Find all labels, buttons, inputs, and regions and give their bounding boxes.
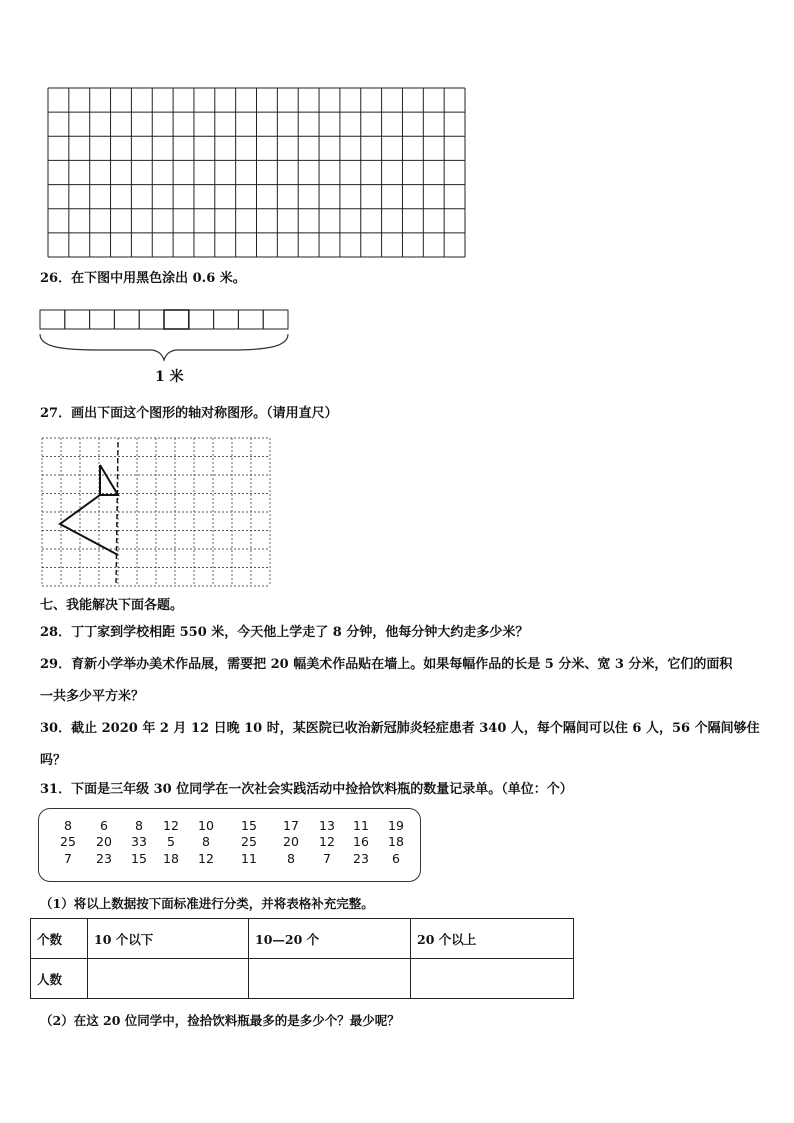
answer-cell[interactable] xyxy=(88,959,249,999)
data-value: 23 xyxy=(96,851,112,866)
question-31-sub1: （1）将以上数据按下面标准进行分类，并将表格补充完整。 xyxy=(40,896,374,911)
strip-cell xyxy=(139,310,164,329)
data-value: 20 xyxy=(283,834,299,849)
data-value: 11 xyxy=(241,851,257,866)
data-value: 33 xyxy=(131,834,147,849)
data-value: 8 xyxy=(64,818,72,833)
data-value: 25 xyxy=(241,834,257,849)
strip-cell xyxy=(114,310,139,329)
square-grid xyxy=(47,87,467,259)
data-value: 13 xyxy=(319,818,335,833)
question-30-line1: 30．截止 2020 年 2 月 12 日晚 10 时，某医院已收治新冠肺炎轻症患者 340 人，每个隔间可以住 6 人，56 个隔间够住 xyxy=(40,721,760,736)
question-31-sub2: （2）在这 20 位同学中，捡拾饮料瓶最多的是多少个？最少呢？ xyxy=(40,1013,400,1028)
table-header-cell: 10—20 个 xyxy=(249,919,411,959)
answer-cell[interactable] xyxy=(249,959,411,999)
table-header-cell: 20 个以上 xyxy=(411,919,574,959)
table-row xyxy=(31,959,574,999)
data-record-box xyxy=(38,808,421,882)
question-29-line2: 一共多少平方米？ xyxy=(40,689,145,704)
data-value: 15 xyxy=(241,818,257,833)
data-value: 23 xyxy=(353,851,369,866)
section-7-title: 七、我能解决下面各题。 xyxy=(40,598,184,613)
strip-cell xyxy=(263,310,288,329)
data-value: 7 xyxy=(323,851,331,866)
brace-label: 1 米 xyxy=(155,369,184,385)
data-value: 12 xyxy=(319,834,335,849)
data-value: 5 xyxy=(167,834,175,849)
data-value: 19 xyxy=(388,818,404,833)
strip-cell xyxy=(189,310,214,329)
strip-cell xyxy=(40,310,65,329)
data-value: 8 xyxy=(135,818,143,833)
data-value: 6 xyxy=(392,851,400,866)
dashed-grid-figure xyxy=(40,436,274,588)
table-header-cell: 个数 xyxy=(31,919,88,959)
classification-table xyxy=(30,918,574,999)
answer-cell[interactable] xyxy=(411,959,574,999)
data-value: 18 xyxy=(163,851,179,866)
data-value: 11 xyxy=(353,818,369,833)
question-26-text: 26．在下图中用黑色涂出 0.6 米。 xyxy=(40,271,246,286)
question-28-text: 28．丁丁家到学校相距 550 米，今天他上学走了 8 分钟，他每分钟大约走多少米？ xyxy=(40,625,529,640)
data-value: 6 xyxy=(100,818,108,833)
data-value: 17 xyxy=(283,818,299,833)
data-value: 12 xyxy=(198,851,214,866)
data-value: 10 xyxy=(198,818,214,833)
meter-strip xyxy=(38,306,293,366)
strip-cell xyxy=(214,310,239,329)
brace-icon xyxy=(40,334,288,360)
data-value: 18 xyxy=(388,834,404,849)
data-value: 8 xyxy=(202,834,210,849)
strip-cell xyxy=(90,310,115,329)
strip-cell xyxy=(238,310,263,329)
question-31-text: 31．下面是三年级 30 位同学在一次社会实践活动中捡拾饮料瓶的数量记录单。（单位：个） xyxy=(40,782,573,797)
data-value: 12 xyxy=(163,818,179,833)
data-value: 8 xyxy=(287,851,295,866)
strip-cell xyxy=(65,310,90,329)
data-value: 7 xyxy=(64,851,72,866)
data-value: 16 xyxy=(353,834,369,849)
question-29-line1: 29．育新小学举办美术作品展，需要把 20 幅美术作品贴在墙上。如果每幅作品的长是 5 分米、宽 3 分米，它们的面积 xyxy=(40,657,733,672)
table-row xyxy=(31,919,574,959)
table-header-cell: 10 个以下 xyxy=(88,919,249,959)
data-value: 15 xyxy=(131,851,147,866)
question-30-line2: 吗？ xyxy=(40,753,67,768)
question-27-text: 27．画出下面这个图形的轴对称图形。（请用直尺） xyxy=(40,406,338,421)
data-value: 25 xyxy=(60,834,76,849)
table-row-label: 人数 xyxy=(31,959,88,999)
data-value: 20 xyxy=(96,834,112,849)
strip-cell xyxy=(164,310,189,329)
half-figure xyxy=(60,465,118,555)
